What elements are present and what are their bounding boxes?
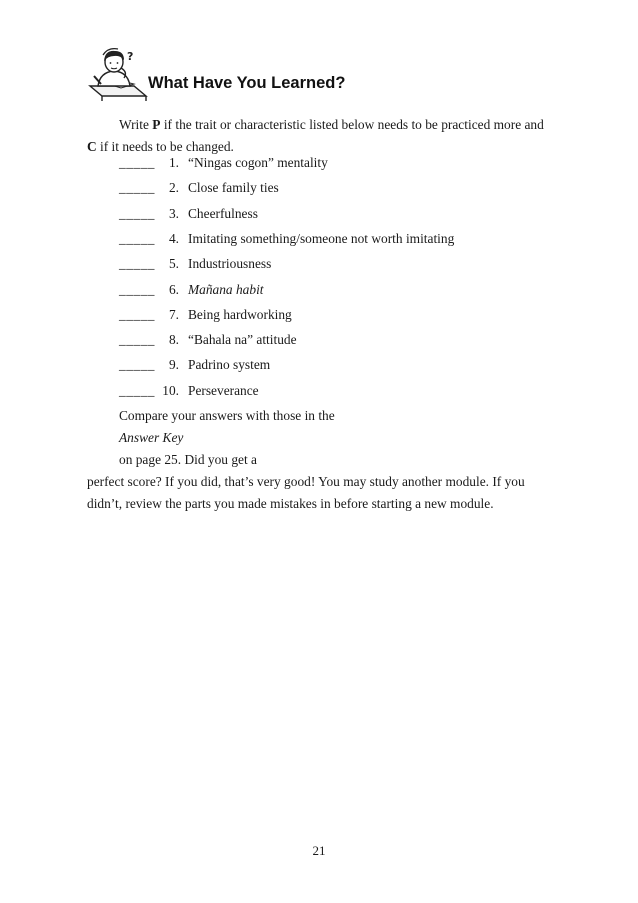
instructions-line-1 xyxy=(87,114,557,136)
answer-blank[interactable]: _____ xyxy=(119,230,155,246)
item-text: “Bahala na” attitude xyxy=(188,332,297,348)
item-number: 8. xyxy=(168,332,179,348)
item-number: 4. xyxy=(168,230,179,246)
closing-line-3: didn’t, review the parts you made mistakes in before starting a new module. xyxy=(87,496,494,511)
svg-text:?: ? xyxy=(127,50,134,63)
answer-blank[interactable]: _____ xyxy=(119,180,155,196)
closing-paragraph xyxy=(87,405,567,515)
thinking-student-icon xyxy=(88,46,148,102)
item-number: 3. xyxy=(168,205,179,221)
item-text: Padrino system xyxy=(188,357,271,373)
item-text: Imitating something/someone not worth imitating xyxy=(188,230,455,246)
instructions-bold-c: C xyxy=(87,139,97,154)
instructions-text: if the trait or characteristic listed below needs to be practiced more and xyxy=(160,117,544,132)
answer-blank[interactable]: _____ xyxy=(119,357,155,373)
item-text: Perseverance xyxy=(188,382,259,398)
answer-key-reference: Answer Key xyxy=(119,430,184,445)
section-title: What Have You Learned? xyxy=(148,74,346,92)
item-text: “Ningas cogon” mentality xyxy=(188,155,328,170)
answer-blank[interactable]: _____ xyxy=(119,281,155,297)
item-number: 10. xyxy=(162,382,179,398)
closing-line-2: perfect score? If you did, that’s very good! You may study another module. If you xyxy=(87,474,525,489)
item-text: Cheerfulness xyxy=(188,205,258,221)
answer-blank[interactable]: _____ xyxy=(119,155,155,170)
item-number: 7. xyxy=(168,306,179,322)
item-text: Being hardworking xyxy=(188,306,292,322)
answer-blank[interactable]: _____ xyxy=(119,332,155,348)
item-text: Mañana habit xyxy=(188,281,264,297)
instructions-bold-p: P xyxy=(152,117,161,132)
instructions-paragraph xyxy=(87,114,557,158)
item-text: Industriousness xyxy=(188,256,272,272)
instructions-text: if it needs to be changed. xyxy=(96,139,234,154)
instructions-text: Write xyxy=(119,117,153,132)
answer-blank[interactable]: _____ xyxy=(119,205,155,221)
item-number: 5. xyxy=(168,256,179,272)
closing-text: Compare your answers with those in the xyxy=(119,408,335,423)
closing-text: on page 25. Did you get a xyxy=(119,452,257,467)
answer-blank[interactable]: _____ xyxy=(119,382,155,398)
item-number: 2. xyxy=(168,180,179,196)
closing-line-1 xyxy=(87,405,567,471)
page-number: 21 xyxy=(312,843,326,858)
answer-blank[interactable]: _____ xyxy=(119,256,155,272)
answer-blank[interactable]: _____ xyxy=(119,306,155,322)
item-number: 6. xyxy=(168,281,179,297)
item-text: Close family ties xyxy=(188,180,279,196)
item-number: 1. xyxy=(168,155,179,170)
item-number: 9. xyxy=(168,357,179,373)
